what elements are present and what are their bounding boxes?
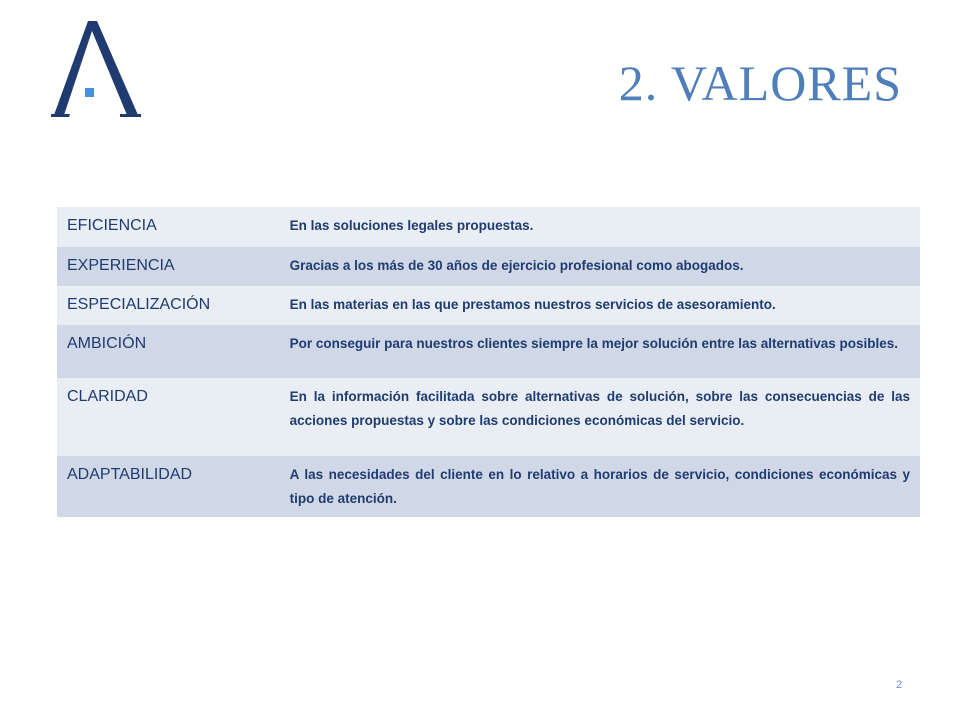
table-row — [57, 325, 920, 378]
value-name: AMBICIÓN — [57, 325, 280, 378]
table-row — [57, 456, 920, 517]
value-name: ESPECIALIZACIÓN — [57, 286, 280, 325]
values-table — [57, 207, 920, 517]
table-row — [57, 207, 920, 247]
table-row — [57, 286, 920, 325]
table-row — [57, 247, 920, 286]
value-description: En las soluciones legales propuestas. — [280, 207, 920, 247]
logo-a-icon — [50, 18, 142, 118]
value-description: A las necesidades del cliente en lo relativo a horarios de servicio, condiciones económicas y tipo de atención. — [280, 456, 920, 517]
firm-logo — [50, 18, 142, 118]
value-name: CLARIDAD — [57, 378, 280, 456]
value-description: En la información facilitada sobre alternativas de solución, sobre las consecuencias de las acciones propuestas y sobre las condiciones económicas del servicio. — [280, 378, 920, 456]
value-description: Gracias a los más de 30 años de ejercicio profesional como abogados. — [280, 247, 920, 286]
value-description: Por conseguir para nuestros clientes siempre la mejor solución entre las alternativas posibles. — [280, 325, 920, 378]
value-description: En las materias en las que prestamos nuestros servicios de asesoramiento. — [280, 286, 920, 325]
value-name: EXPERIENCIA — [57, 247, 280, 286]
value-name: ADAPTABILIDAD — [57, 456, 280, 517]
logo-accent-square — [85, 88, 94, 97]
page-number: 2 — [896, 679, 903, 691]
table-row — [57, 378, 920, 456]
page-title: 2. VALORES — [618, 55, 902, 111]
value-name: EFICIENCIA — [57, 207, 280, 247]
